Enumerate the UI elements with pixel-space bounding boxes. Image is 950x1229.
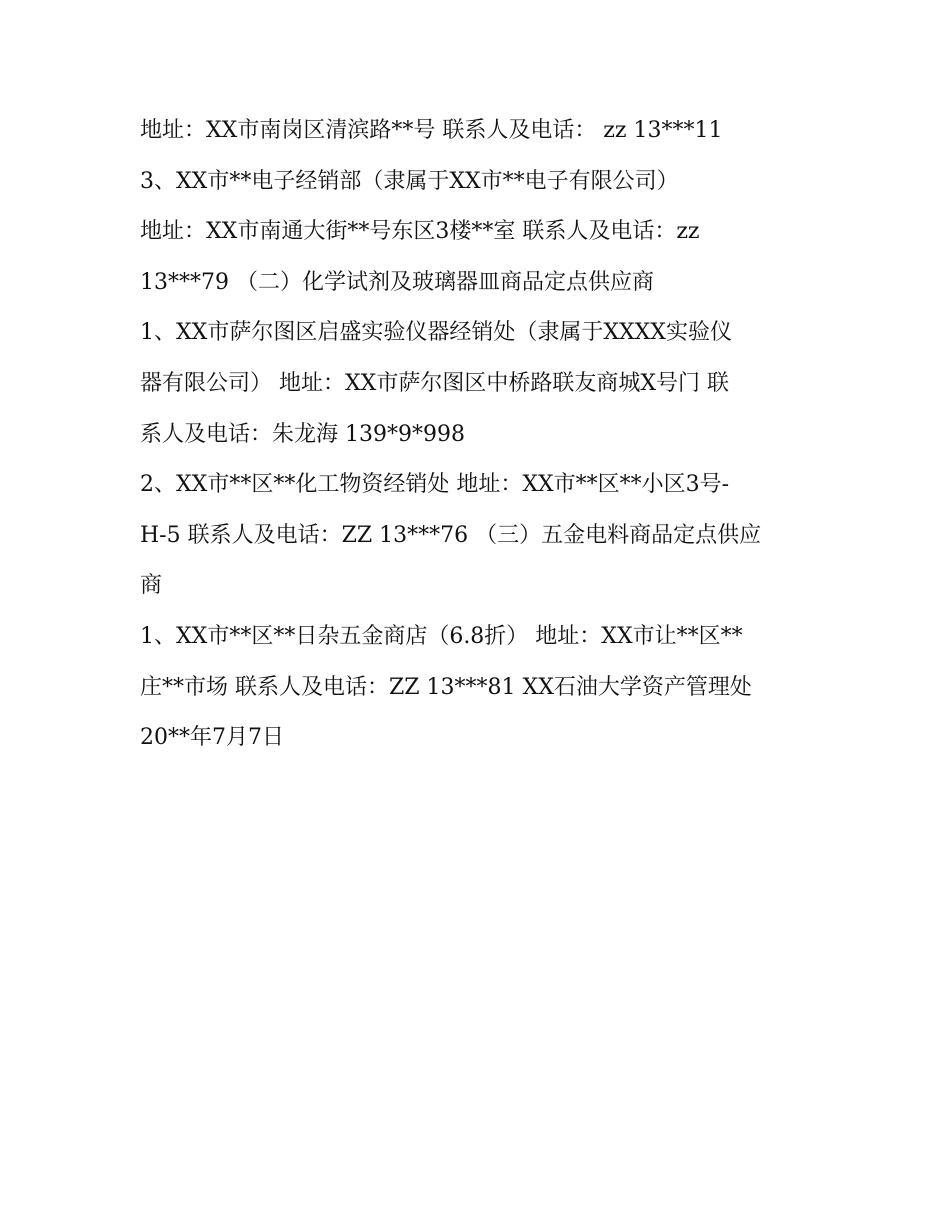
text-line: 1、XX市萨尔图区启盛实验仪器经销处（隶属于XXXX实验仪 [140,320,732,346]
document-body [140,106,820,764]
text-line: 地址：XX市南岗区清滨路**号 联系人及电话： zz 13***11 [140,118,723,143]
text-line: 3、XX市**电子经销部（隶属于XX市**电子有限公司） [140,168,679,194]
text-line: H-5 联系人及电话：ZZ 13***76 （三）五金电料商品定点供应 [140,522,762,548]
text-line: 庄**市场 联系人及电话：ZZ 13***81 XX石油大学资产管理处 [140,674,752,700]
text-line: 20**年7月7日 [140,725,284,751]
text-line: 器有限公司） 地址：XX市萨尔图区中桥路联友商城X号门 联 [140,370,729,396]
text-line: 商 [140,573,163,599]
text-line: 系人及电话：朱龙海 139*9*998 [140,421,465,447]
text-line: 1、XX市**区**日杂五金商店（6.8折） 地址：XX市让**区** [140,623,743,649]
text-line: 2、XX市**区**化工物资经销处 地址：XX市**区**小区3号- [140,472,730,498]
text-line: 13***79 （二）化学试剂及玻璃器皿商品定点供应商 [140,269,654,295]
text-line: 地址：XX市南通大街**号东区3楼**室 联系人及电话：zz [140,219,700,245]
